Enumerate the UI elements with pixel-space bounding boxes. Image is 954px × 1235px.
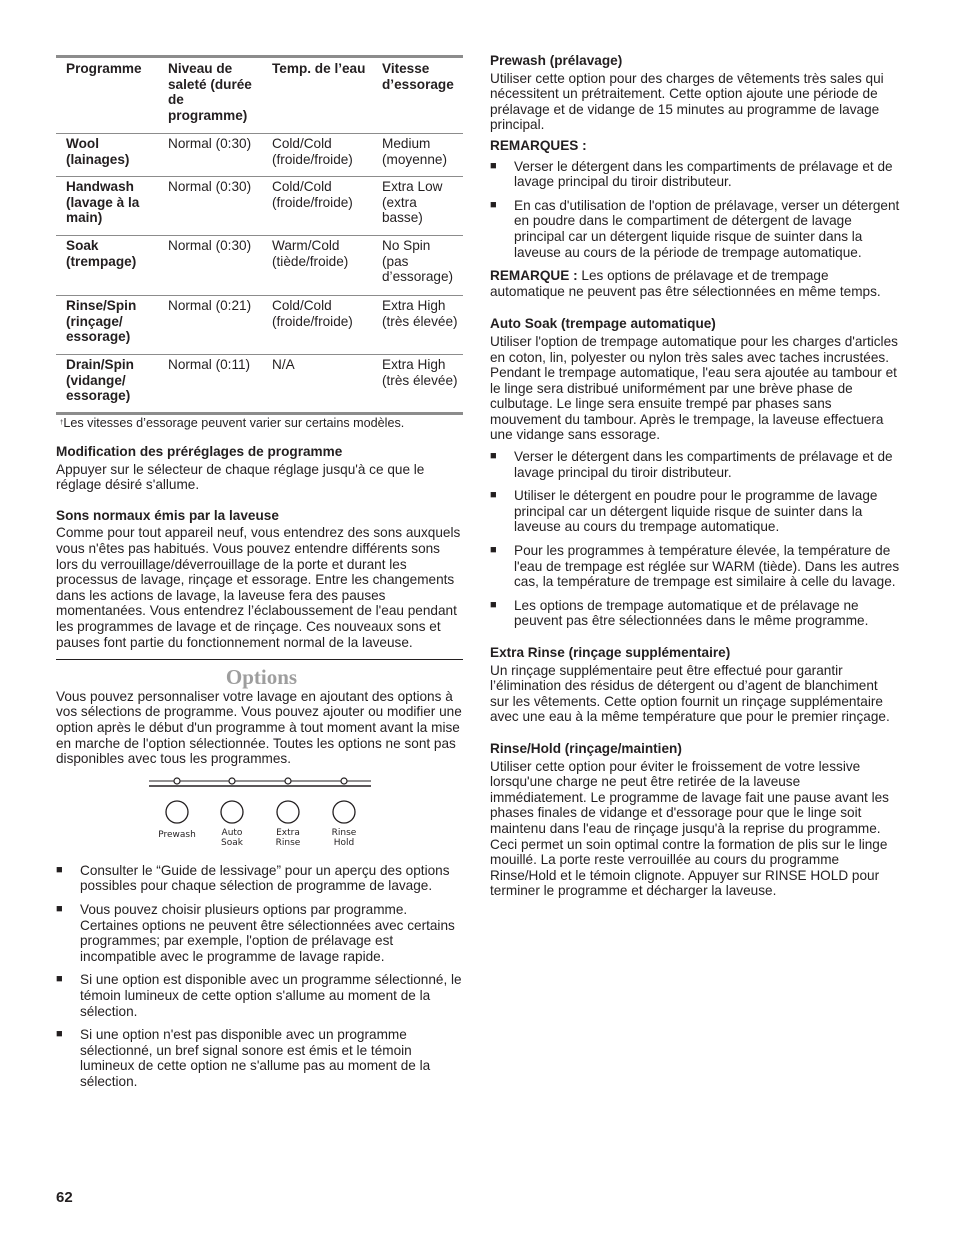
bullet-text: Vous pouvez choisir plusieurs options par programme. Certaines options ne peuvent être sélectionnées avec certains programmes; par exemple, l'option de prélavage est incompatible avec le programme de lavage rapide. [80, 901, 455, 964]
control-panel-illustration [56, 776, 463, 854]
cell-temp: Cold/Cold (froide/froide) [262, 134, 372, 177]
prewash-label: Prewash [158, 829, 196, 840]
list-item [56, 863, 463, 894]
prewash-indicator-light [174, 778, 180, 784]
cell-temp: N/A [262, 355, 372, 412]
list-item [490, 159, 900, 190]
header-niveau: Niveau de saleté (durée de programme) [168, 61, 252, 123]
bullet-text: Les options de trempage automatique et de prélavage ne peuvent pas être sélectionnées dans le même programme. [514, 597, 869, 629]
prewash-remarque [490, 268, 900, 299]
list-item [490, 488, 900, 535]
prewash-button-circle[interactable] [166, 801, 188, 823]
cell-temp: Warm/Cold (tiède/froide) [262, 236, 372, 296]
table-footnote [56, 415, 463, 432]
bullet-icon: ■ [56, 1028, 63, 1041]
autosoak-body: Utiliser l'option de trempage automatique pour les charges d'articles en coton, lin, polyester ou nylon très sales avec taches incrustées. Pendant le trempage automatique, l'eau sera ajoutée au tambour et le linge sera distribué uniformément par une brève phase de culbutage. Le linge sera ensuite trempé par phases sans mouvement du tambour. Après le trempage, la laveuse effectuera une vidange sans essorage. [490, 333, 898, 443]
cell-temp: Cold/Cold (froide/froide) [262, 177, 372, 236]
extra-rinse-button[interactable] [276, 778, 301, 848]
auto-soak-label-line2: Soak [221, 837, 243, 848]
cell-niveau: Normal (0:21) [158, 296, 262, 355]
header-programme: Programme [66, 61, 142, 76]
list-item [56, 1027, 463, 1089]
options-bullet-list [56, 863, 463, 1090]
bullet-text: Pour les programmes à température élevée, la température de l'eau de trempage est réglée sur WARM (tiède). Dans les autres cas, la température de trempage est similaire à celle du lavage. [514, 543, 900, 590]
prewash-bullet-list [490, 159, 900, 261]
auto-soak-button[interactable] [221, 778, 244, 848]
list-item [490, 198, 900, 260]
list-item [490, 598, 900, 629]
modification-body: Appuyer sur le sélecteur de chaque réglage jusqu'à ce que le réglage désiré s'allume. [56, 461, 425, 493]
extra-rinse-label-line2: Rinse [275, 837, 301, 848]
auto-soak-button-circle[interactable] [221, 801, 243, 823]
remarques-label: REMARQUES : [490, 137, 587, 153]
list-item [56, 972, 463, 1019]
bullet-icon: ■ [490, 159, 497, 172]
sons-body: Comme pour tout appareil neuf, vous entendrez des sons auxquels vous n'êtes pas habitués. Vous pouvez entendre différents sons lors du verrouillage/déverrouillage de la porte et durant les processus de lavage, rinçage et essorage. Entre les changements dans les actions de lavage, la laveuse fera des pauses momentanées. Vous entendrez l’éclaboussement de l'eau pendant les programmes de lavage et de rinçage. Ces nouveaux sons et pauses font partie du fonctionnement normal de la laveuse. [56, 525, 461, 650]
cell-niveau: Normal (0:30) [158, 134, 262, 177]
bullet-icon: ■ [56, 863, 63, 876]
page-number: 62 [56, 1189, 73, 1206]
right-column [490, 53, 900, 899]
autosoak-bullet-list [490, 449, 900, 629]
bullet-icon: ■ [490, 489, 497, 502]
bullet-icon: ■ [490, 544, 497, 557]
rinsehold-title: Rinse/Hold (rinçage/maintien) [490, 740, 682, 756]
cell-vitesse: No Spin (pas d’essorage) [372, 236, 463, 296]
cell-vitesse: Extra Low (extra basse) [372, 177, 463, 236]
cell-vitesse: Extra High (très élevée) [372, 296, 463, 355]
table-header-row [56, 57, 463, 134]
bullet-icon: ■ [490, 450, 497, 463]
bullet-text: Verser le détergent dans les compartiments de prélavage et de lavage principal du tiroir distributeur. [514, 158, 893, 190]
cell-temp: Cold/Cold (froide/froide) [262, 296, 372, 355]
rinsehold-body: Utiliser cette option pour éviter le froissement de votre lessive lorsqu'une charge ne peut être retirée de la laveuse immédiatement. Le programme de lavage fait une pause avant les phases finales de vidange et d'essorage pour que le linge soit maintenu dans l'eau de rinçage jusqu'à la reprise du programme. Ceci permet un soin optimal contre la formation de plis sur le linge mouillé. La porte reste verrouillée au cours du programme Rinse/Hold et le témoin clignote. Appuyer sur RINSE HOLD pour terminer le programme et décharger la laveuse. [490, 758, 889, 899]
bullet-icon: ■ [56, 902, 63, 915]
extrarinse-body: Un rinçage supplémentaire peut être effectué pour garantir l’élimination des résidus de détergent ou d’agent de blanchiment sur les vêtements. Cette option fournit un rinçage supplémentaire avec une eau à la même température que pour le premier rinçage. [490, 662, 890, 725]
extra-rinse-button-circle[interactable] [277, 801, 299, 823]
section-divider [56, 659, 463, 660]
list-item [490, 543, 900, 590]
cell-niveau: Normal (0:11) [158, 355, 262, 412]
bullet-text: Si une option est disponible avec un programme sélectionné, le témoin lumineux de cette option s'allume au moment de la sélection. [80, 972, 462, 1019]
rinse-hold-button[interactable] [332, 778, 357, 848]
remarque-text: Les options de prélavage et de trempage automatique ne peuvent pas être sélectionnées en même temps. [490, 268, 881, 299]
cell-programme: Handwash (lavage à la main) [56, 177, 158, 236]
table-row [56, 134, 463, 177]
cell-programme: Rinse/Spin (rinçage/ essorage) [56, 296, 158, 355]
bullet-icon: ■ [56, 973, 63, 986]
autosoak-title: Auto Soak (trempage automatique) [490, 316, 716, 332]
rinse-hold-button-circle[interactable] [333, 801, 355, 823]
table-row [56, 236, 463, 296]
rinse-hold-label-line2: Hold [333, 837, 355, 848]
extra-rinse-label-line1: Extra [276, 827, 300, 838]
auto-soak-indicator-light [229, 778, 235, 784]
bullet-icon: ■ [490, 198, 497, 211]
table-row [56, 177, 463, 236]
cell-programme: Soak (trempage) [56, 236, 158, 296]
footnote-text: Les vitesses d’essorage peuvent varier sur certains modèles. [63, 415, 405, 430]
footnote-mark: † [60, 419, 64, 426]
header-temp: Temp. de l’eau [272, 61, 366, 76]
options-title: Options [225, 665, 298, 690]
prewash-body: Utiliser cette option pour des charges de vêtements très sales qui nécessitent un prétraitement. Cette option ajoute une période de prélavage et de vidange de 15 minutes au programme de lavage principal. [490, 70, 884, 133]
bullet-text: Utiliser le détergent en poudre pour le programme de lavage principal car un détergent liquide risque de suinter dans la laveuse au cours du trempage automatique. [514, 488, 878, 535]
cell-programme: Wool (lainages) [56, 134, 158, 177]
prewash-title: Prewash (prélavage) [490, 53, 623, 68]
remarque-label: REMARQUE : [490, 268, 578, 284]
rinse-hold-indicator-light [341, 778, 347, 784]
bullet-text: Si une option n'est pas disponible avec un programme sélectionné, un bref signal sonore est émis et le témoin lumineux de cette option ne s'allume pas au moment de la sélection. [80, 1027, 431, 1089]
auto-soak-label-line1: Auto [221, 827, 243, 838]
modification-title: Modification des préréglages de programme [56, 444, 343, 460]
options-intro: Vous pouvez personnaliser votre lavage en ajoutant des options à vos sélections de programme. Vous pouvez ajouter ou modifier une option après le début d'un programme à tout moment avant la mise en marche de l'option sélectionnée. Toutes les options ne sont pas disponibles avec tous les programmes. [56, 688, 462, 767]
cell-vitesse: Extra High (très élevée) [372, 355, 463, 412]
cell-niveau: Normal (0:30) [158, 177, 262, 236]
extra-rinse-indicator-light [285, 778, 291, 784]
header-vitesse: Vitesse d’essorage [382, 61, 454, 92]
bullet-text: En cas d'utilisation de l'option de prélavage, verser un détergent en poudre dans le compartiment de détergent de lavage principal car un détergent liquide risque de suinter dans la laveuse au cours de la période de trempage automatique. [514, 197, 900, 260]
bullet-text: Consulter le “Guide de lessivage” pour un aperçu des options possibles pour chaque sélection de programme de lavage. [80, 862, 450, 894]
cell-niveau: Normal (0:30) [158, 236, 262, 296]
sons-title: Sons normaux émis par la laveuse [56, 507, 279, 523]
cell-vitesse: Medium (moyenne) [372, 134, 463, 177]
prewash-button[interactable] [158, 778, 196, 840]
left-column [56, 55, 463, 1090]
bullet-icon: ■ [490, 598, 497, 611]
table-row [56, 296, 463, 355]
extrarinse-title: Extra Rinse (rinçage supplémentaire) [490, 645, 731, 660]
rinse-hold-label-line1: Rinse [331, 827, 357, 838]
table-row [56, 355, 463, 412]
program-table [56, 55, 463, 412]
cell-programme: Drain/Spin (vidange/ essorage) [56, 355, 158, 412]
bullet-text: Verser le détergent dans les compartiments de prélavage et de lavage principal du tiroir distributeur. [514, 449, 893, 480]
list-item [490, 449, 900, 480]
list-item [56, 902, 463, 964]
